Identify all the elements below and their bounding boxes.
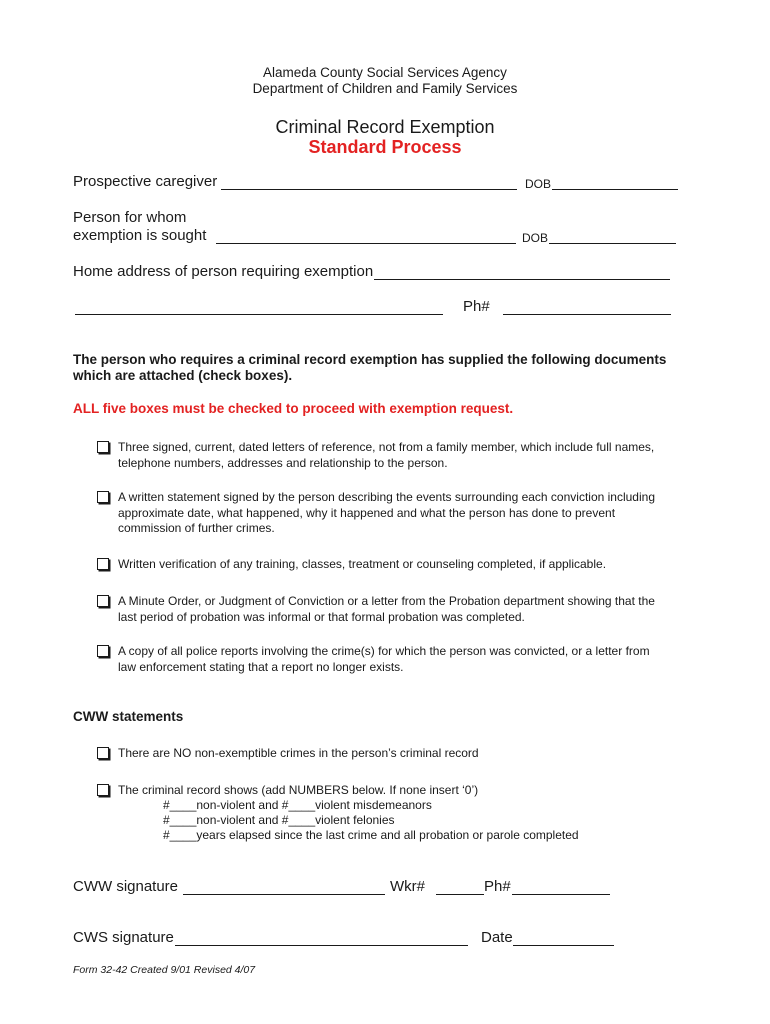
cws-signature-label: CWS signature [73,929,174,946]
item-text: There are NO non-exemptible crimes in the person’s criminal record [118,746,479,760]
wkr-label: Wkr# [390,878,425,895]
cww-signature-label: CWW signature [73,878,179,895]
item-text: Three signed, current, dated letters of reference, not from a family member, which include full names, [118,440,655,454]
document-item-police-reports [97,644,697,675]
person-dob-label: DOB [522,231,549,245]
phone-label: Ph# [463,298,490,315]
item-text: The criminal record shows (add NUMBERS below. If none insert ‘0’) [118,783,479,797]
years-elapsed-line[interactable]: #____years elapsed since the last crime and all probation or parole completed [163,828,579,842]
cws-signature-field[interactable] [175,945,468,946]
item-text: law enforcement stating that a report no longer exists. [118,659,404,674]
checkbox[interactable] [97,784,109,796]
person-for-whom-field[interactable] [216,243,516,244]
item-text: Written verification of any training, classes, treatment or counseling completed, if applicable. [118,557,607,571]
item-text: telephone numbers, addresses and relationship to the person. [118,455,448,470]
item-text: A copy of all police reports involving the crime(s) for which the person was convicted, or a letter from [118,644,650,658]
person-for-whom-label: Person for whom [73,209,187,226]
document-item-references [97,440,697,471]
page-subtitle: Standard Process [308,137,462,157]
item-text: A Minute Order, or Judgment of Conviction or a letter from the Probation department showing that the [118,594,655,608]
item-text: A written statement signed by the person describing the events surrounding each conviction including [118,490,655,504]
checkbox[interactable] [97,558,109,570]
exemption-sought-label: exemption is sought [73,227,207,244]
document-item-written-statement [97,490,697,537]
document-item-verification [97,557,697,573]
home-address-field[interactable] [374,279,670,280]
date-label: Date [481,929,513,946]
cww-heading: CWW statements [73,709,184,724]
item-text: commission of further crimes. [118,521,275,535]
home-address-line2-field[interactable] [75,314,443,315]
document-item-minute-order [97,594,697,625]
cww-signature-field[interactable] [183,894,385,895]
checkbox[interactable] [97,747,109,759]
home-address-label: Home address of person requiring exemption [73,263,374,280]
checkbox[interactable] [97,645,109,657]
checkbox[interactable] [97,595,109,607]
date-field[interactable] [513,945,614,946]
department-name: Department of Children and Family Services [252,81,518,96]
prospective-caregiver-label: Prospective caregiver [73,173,218,190]
item-text: last period of probation was informal or that formal probation was completed. [118,609,525,624]
wkr-field[interactable] [436,894,484,895]
cww-phone-field[interactable] [512,894,610,895]
misdemeanors-count-line[interactable]: #____non-violent and #____violent misdemeanors [163,798,432,812]
documents-warning: ALL five boxes must be checked to proceed with exemption request. [73,401,514,416]
cww-item-no-crimes [97,746,697,762]
form-footer: Form 32-42 Created 9/01 Revised 4/07 [73,964,256,976]
agency-name: Alameda County Social Services Agency [263,65,507,80]
page-title: Criminal Record Exemption [275,117,495,137]
felonies-count-line[interactable]: #____non-violent and #____violent felonies [163,813,395,827]
cww-item-record-shows [97,783,697,799]
documents-intro-line2: which are attached (check boxes). [73,368,293,383]
cww-phone-label: Ph# [484,878,511,895]
caregiver-dob-label: DOB [525,177,552,191]
prospective-caregiver-field[interactable] [221,189,517,190]
checkbox[interactable] [97,441,109,453]
item-text: approximate date, what happened, why it happened and what the person has done to prevent [118,505,616,520]
caregiver-dob-field[interactable] [552,189,678,190]
person-dob-field[interactable] [549,243,676,244]
documents-intro-line1: The person who requires a criminal record exemption has supplied the following documents [73,352,667,367]
phone-field[interactable] [503,314,671,315]
checkbox[interactable] [97,491,109,503]
